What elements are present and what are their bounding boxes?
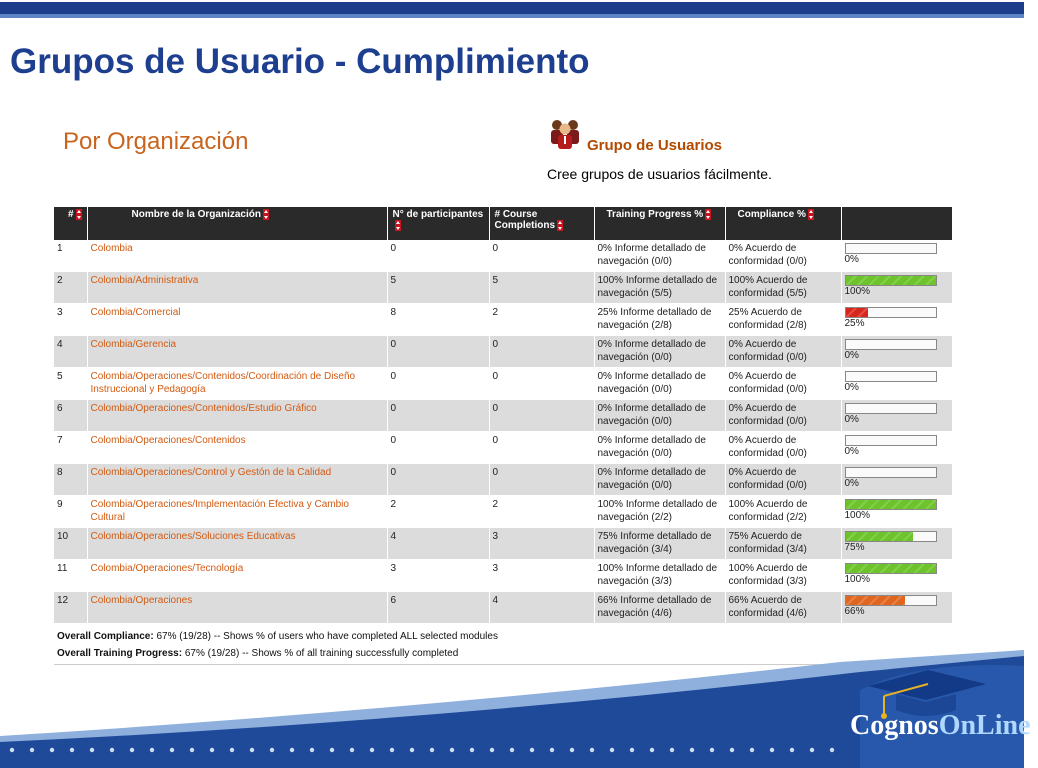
row-completions: 3 [489, 560, 594, 592]
row-num: 8 [54, 464, 87, 496]
row-participants: 5 [387, 272, 489, 304]
row-participants: 0 [387, 368, 489, 400]
progress-bar [845, 243, 937, 254]
row-participants: 0 [387, 464, 489, 496]
table-row [54, 240, 952, 272]
overall-compliance-text: 67% (19/28) -- Shows % of users who have completed ALL selected modules [153, 631, 498, 642]
progress-bar [845, 275, 937, 286]
org-link[interactable]: Colombia/Operaciones/Contenidos/Estudio Gráfico [90, 403, 317, 414]
row-completions: 4 [489, 592, 594, 624]
row-participants: 4 [387, 528, 489, 560]
user-group-icon [548, 116, 582, 150]
progress-label: 0% [844, 414, 859, 425]
brand-logo-part1: Cognos [850, 710, 939, 741]
row-training: 0% Informe detallado de navegación (0/0) [594, 432, 725, 464]
row-completions: 0 [489, 240, 594, 272]
row-compliance: 0% Acuerdo de conformidad (0/0) [725, 240, 841, 272]
row-org-link[interactable] [87, 464, 387, 496]
row-progress [841, 368, 952, 400]
row-participants: 0 [387, 432, 489, 464]
row-compliance: 0% Acuerdo de conformidad (0/0) [725, 400, 841, 432]
row-completions: 0 [489, 432, 594, 464]
row-progress [841, 560, 952, 592]
row-training: 0% Informe detallado de navegación (0/0) [594, 336, 725, 368]
org-link[interactable]: Colombia/Comercial [90, 307, 181, 318]
row-completions: 3 [489, 528, 594, 560]
row-org-link[interactable] [87, 272, 387, 304]
sort-icon[interactable] [557, 220, 563, 231]
col-header-participants[interactable]: N° de participantes [387, 207, 489, 240]
row-participants: 0 [387, 336, 489, 368]
brand-logo-part2: OnLine [938, 710, 1031, 741]
brand-logo-mark: ® [1030, 715, 1038, 727]
progress-label: 0% [844, 478, 859, 489]
row-progress [841, 528, 952, 560]
progress-label: 0% [844, 382, 859, 393]
table-row [54, 528, 952, 560]
org-link[interactable]: Colombia [90, 243, 133, 254]
table-row [54, 464, 952, 496]
table-row [54, 304, 952, 336]
row-participants: 0 [387, 240, 489, 272]
table-row [54, 496, 952, 528]
progress-label: 0% [844, 254, 859, 265]
row-training: 100% Informe detallado de navegación (5/5) [594, 272, 725, 304]
org-link[interactable]: Colombia/Operaciones/Contenidos [90, 435, 246, 446]
row-num: 10 [54, 528, 87, 560]
row-training: 75% Informe detallado de navegación (3/4) [594, 528, 725, 560]
progress-fill [846, 308, 869, 317]
progress-fill [846, 276, 936, 285]
row-completions: 2 [489, 496, 594, 528]
row-compliance: 100% Acuerdo de conformidad (2/2) [725, 496, 841, 528]
row-training: 66% Informe detallado de navegación (4/6) [594, 592, 725, 624]
table-row [54, 272, 952, 304]
row-completions: 0 [489, 400, 594, 432]
sort-icon[interactable] [263, 209, 269, 220]
row-training: 100% Informe detallado de navegación (3/3) [594, 560, 725, 592]
brand-logo [850, 710, 1038, 742]
progress-bar [845, 435, 937, 446]
row-participants: 3 [387, 560, 489, 592]
row-compliance: 0% Acuerdo de conformidad (0/0) [725, 368, 841, 400]
row-progress [841, 464, 952, 496]
table-row [54, 336, 952, 368]
progress-bar [845, 371, 937, 382]
row-participants: 0 [387, 400, 489, 432]
row-org-link[interactable] [87, 560, 387, 592]
row-training: 0% Informe detallado de navegación (0/0) [594, 400, 725, 432]
row-org-link[interactable] [87, 496, 387, 528]
col-header-training[interactable]: Training Progress % [594, 207, 725, 240]
page-title: Grupos de Usuario - Cumplimiento [10, 42, 590, 81]
progress-bar [845, 531, 937, 542]
row-num: 3 [54, 304, 87, 336]
row-progress [841, 592, 952, 624]
progress-label: 25% [844, 318, 865, 329]
row-compliance: 0% Acuerdo de conformidad (0/0) [725, 336, 841, 368]
table-header-row [54, 207, 952, 240]
row-compliance: 0% Acuerdo de conformidad (0/0) [725, 464, 841, 496]
row-completions: 2 [489, 304, 594, 336]
row-num: 11 [54, 560, 87, 592]
progress-bar [845, 339, 937, 350]
org-link[interactable]: Colombia/Operaciones/Soluciones Educativas [90, 531, 296, 542]
org-link[interactable]: Colombia/Operaciones/Contenidos/Coordinación de Diseño Instruccional y Pedagogía [90, 371, 356, 395]
row-progress [841, 400, 952, 432]
row-completions: 0 [489, 336, 594, 368]
row-compliance: 100% Acuerdo de conformidad (3/3) [725, 560, 841, 592]
row-progress [841, 272, 952, 304]
top-banner [0, 0, 1024, 18]
row-completions: 0 [489, 464, 594, 496]
overall-compliance [57, 631, 498, 642]
compliance-table [54, 207, 952, 624]
progress-label: 100% [844, 574, 871, 585]
table-row [54, 592, 952, 624]
row-progress [841, 432, 952, 464]
progress-fill [846, 500, 936, 509]
row-compliance: 75% Acuerdo de conformidad (3/4) [725, 528, 841, 560]
progress-fill [846, 596, 905, 605]
progress-bar [845, 403, 937, 414]
row-compliance: 25% Acuerdo de conformidad (2/8) [725, 304, 841, 336]
row-completions: 0 [489, 368, 594, 400]
row-num: 6 [54, 400, 87, 432]
row-org-link[interactable] [87, 368, 387, 400]
row-progress [841, 496, 952, 528]
row-org-link[interactable] [87, 592, 387, 624]
table-row [54, 368, 952, 400]
org-link[interactable]: Colombia/Operaciones/Control y Gestón de la Calidad [90, 467, 332, 478]
progress-label: 75% [844, 542, 865, 553]
progress-label: 66% [844, 606, 865, 617]
row-training: 100% Informe detallado de navegación (2/2) [594, 496, 725, 528]
table-row [54, 560, 952, 592]
progress-bar [845, 595, 937, 606]
col-header-completions[interactable]: # Course Completions [489, 207, 594, 240]
row-num: 9 [54, 496, 87, 528]
row-training: 0% Informe detallado de navegación (0/0) [594, 368, 725, 400]
row-num: 4 [54, 336, 87, 368]
top-banner-light [0, 14, 1024, 18]
table-row [54, 432, 952, 464]
row-progress [841, 240, 952, 272]
top-banner-dark [0, 2, 1024, 14]
row-training: 0% Informe detallado de navegación (0/0) [594, 240, 725, 272]
progress-bar [845, 563, 937, 574]
progress-fill [846, 564, 936, 573]
col-header-org[interactable]: Nombre de la Organización [87, 207, 387, 240]
col-header-compliance[interactable]: Compliance % [725, 207, 841, 240]
row-num: 12 [54, 592, 87, 624]
row-progress [841, 336, 952, 368]
col-header-num[interactable]: # [54, 207, 87, 240]
table-row [54, 400, 952, 432]
row-progress [841, 304, 952, 336]
row-org-link[interactable] [87, 400, 387, 432]
sort-icon[interactable] [705, 209, 711, 220]
row-completions: 5 [489, 272, 594, 304]
row-compliance: 100% Acuerdo de conformidad (5/5) [725, 272, 841, 304]
row-participants: 2 [387, 496, 489, 528]
row-org-link[interactable] [87, 528, 387, 560]
overall-compliance-label: Overall Compliance: [57, 631, 154, 642]
row-participants: 6 [387, 592, 489, 624]
row-num: 7 [54, 432, 87, 464]
sort-icon[interactable] [76, 209, 82, 220]
row-compliance: 0% Acuerdo de conformidad (0/0) [725, 432, 841, 464]
progress-bar [845, 307, 937, 318]
user-group-tagline: Cree grupos de usuarios fácilmente. [547, 166, 772, 182]
progress-bar [845, 467, 937, 478]
row-training: 25% Informe detallado de navegación (2/8) [594, 304, 725, 336]
user-group-title: Grupo de Usuarios [587, 137, 723, 154]
row-participants: 8 [387, 304, 489, 336]
org-link[interactable]: Colombia/Gerencia [90, 339, 177, 350]
page-subtitle: Por Organización [63, 128, 249, 155]
row-num: 1 [54, 240, 87, 272]
row-num: 2 [54, 272, 87, 304]
org-link[interactable]: Colombia/Operaciones/Tecnología [90, 563, 244, 574]
overall-training-label: Overall Training Progress: [57, 648, 183, 659]
table-body [54, 240, 952, 624]
row-org-link[interactable] [87, 304, 387, 336]
progress-bar [845, 499, 937, 510]
row-compliance: 66% Acuerdo de conformidad (4/6) [725, 592, 841, 624]
bottom-dots [0, 742, 840, 758]
row-training: 0% Informe detallado de navegación (0/0) [594, 464, 725, 496]
col-header-bar [841, 207, 952, 240]
progress-label: 0% [844, 350, 859, 361]
overall-training-text: 67% (19/28) -- Shows % of all training successfully completed [182, 648, 459, 659]
row-org-link[interactable] [87, 336, 387, 368]
sort-icon[interactable] [395, 220, 401, 231]
org-link[interactable]: Colombia/Administrativa [90, 275, 199, 286]
progress-label: 100% [844, 510, 871, 521]
row-org-link[interactable] [87, 432, 387, 464]
progress-label: 100% [844, 286, 871, 297]
row-org-link[interactable] [87, 240, 387, 272]
sort-icon[interactable] [808, 209, 814, 220]
org-link[interactable]: Colombia/Operaciones [90, 595, 193, 606]
row-num: 5 [54, 368, 87, 400]
progress-fill [846, 532, 914, 541]
org-link[interactable]: Colombia/Operaciones/Implementación Efectiva y Cambio Cultural [90, 499, 349, 523]
progress-label: 0% [844, 446, 859, 457]
